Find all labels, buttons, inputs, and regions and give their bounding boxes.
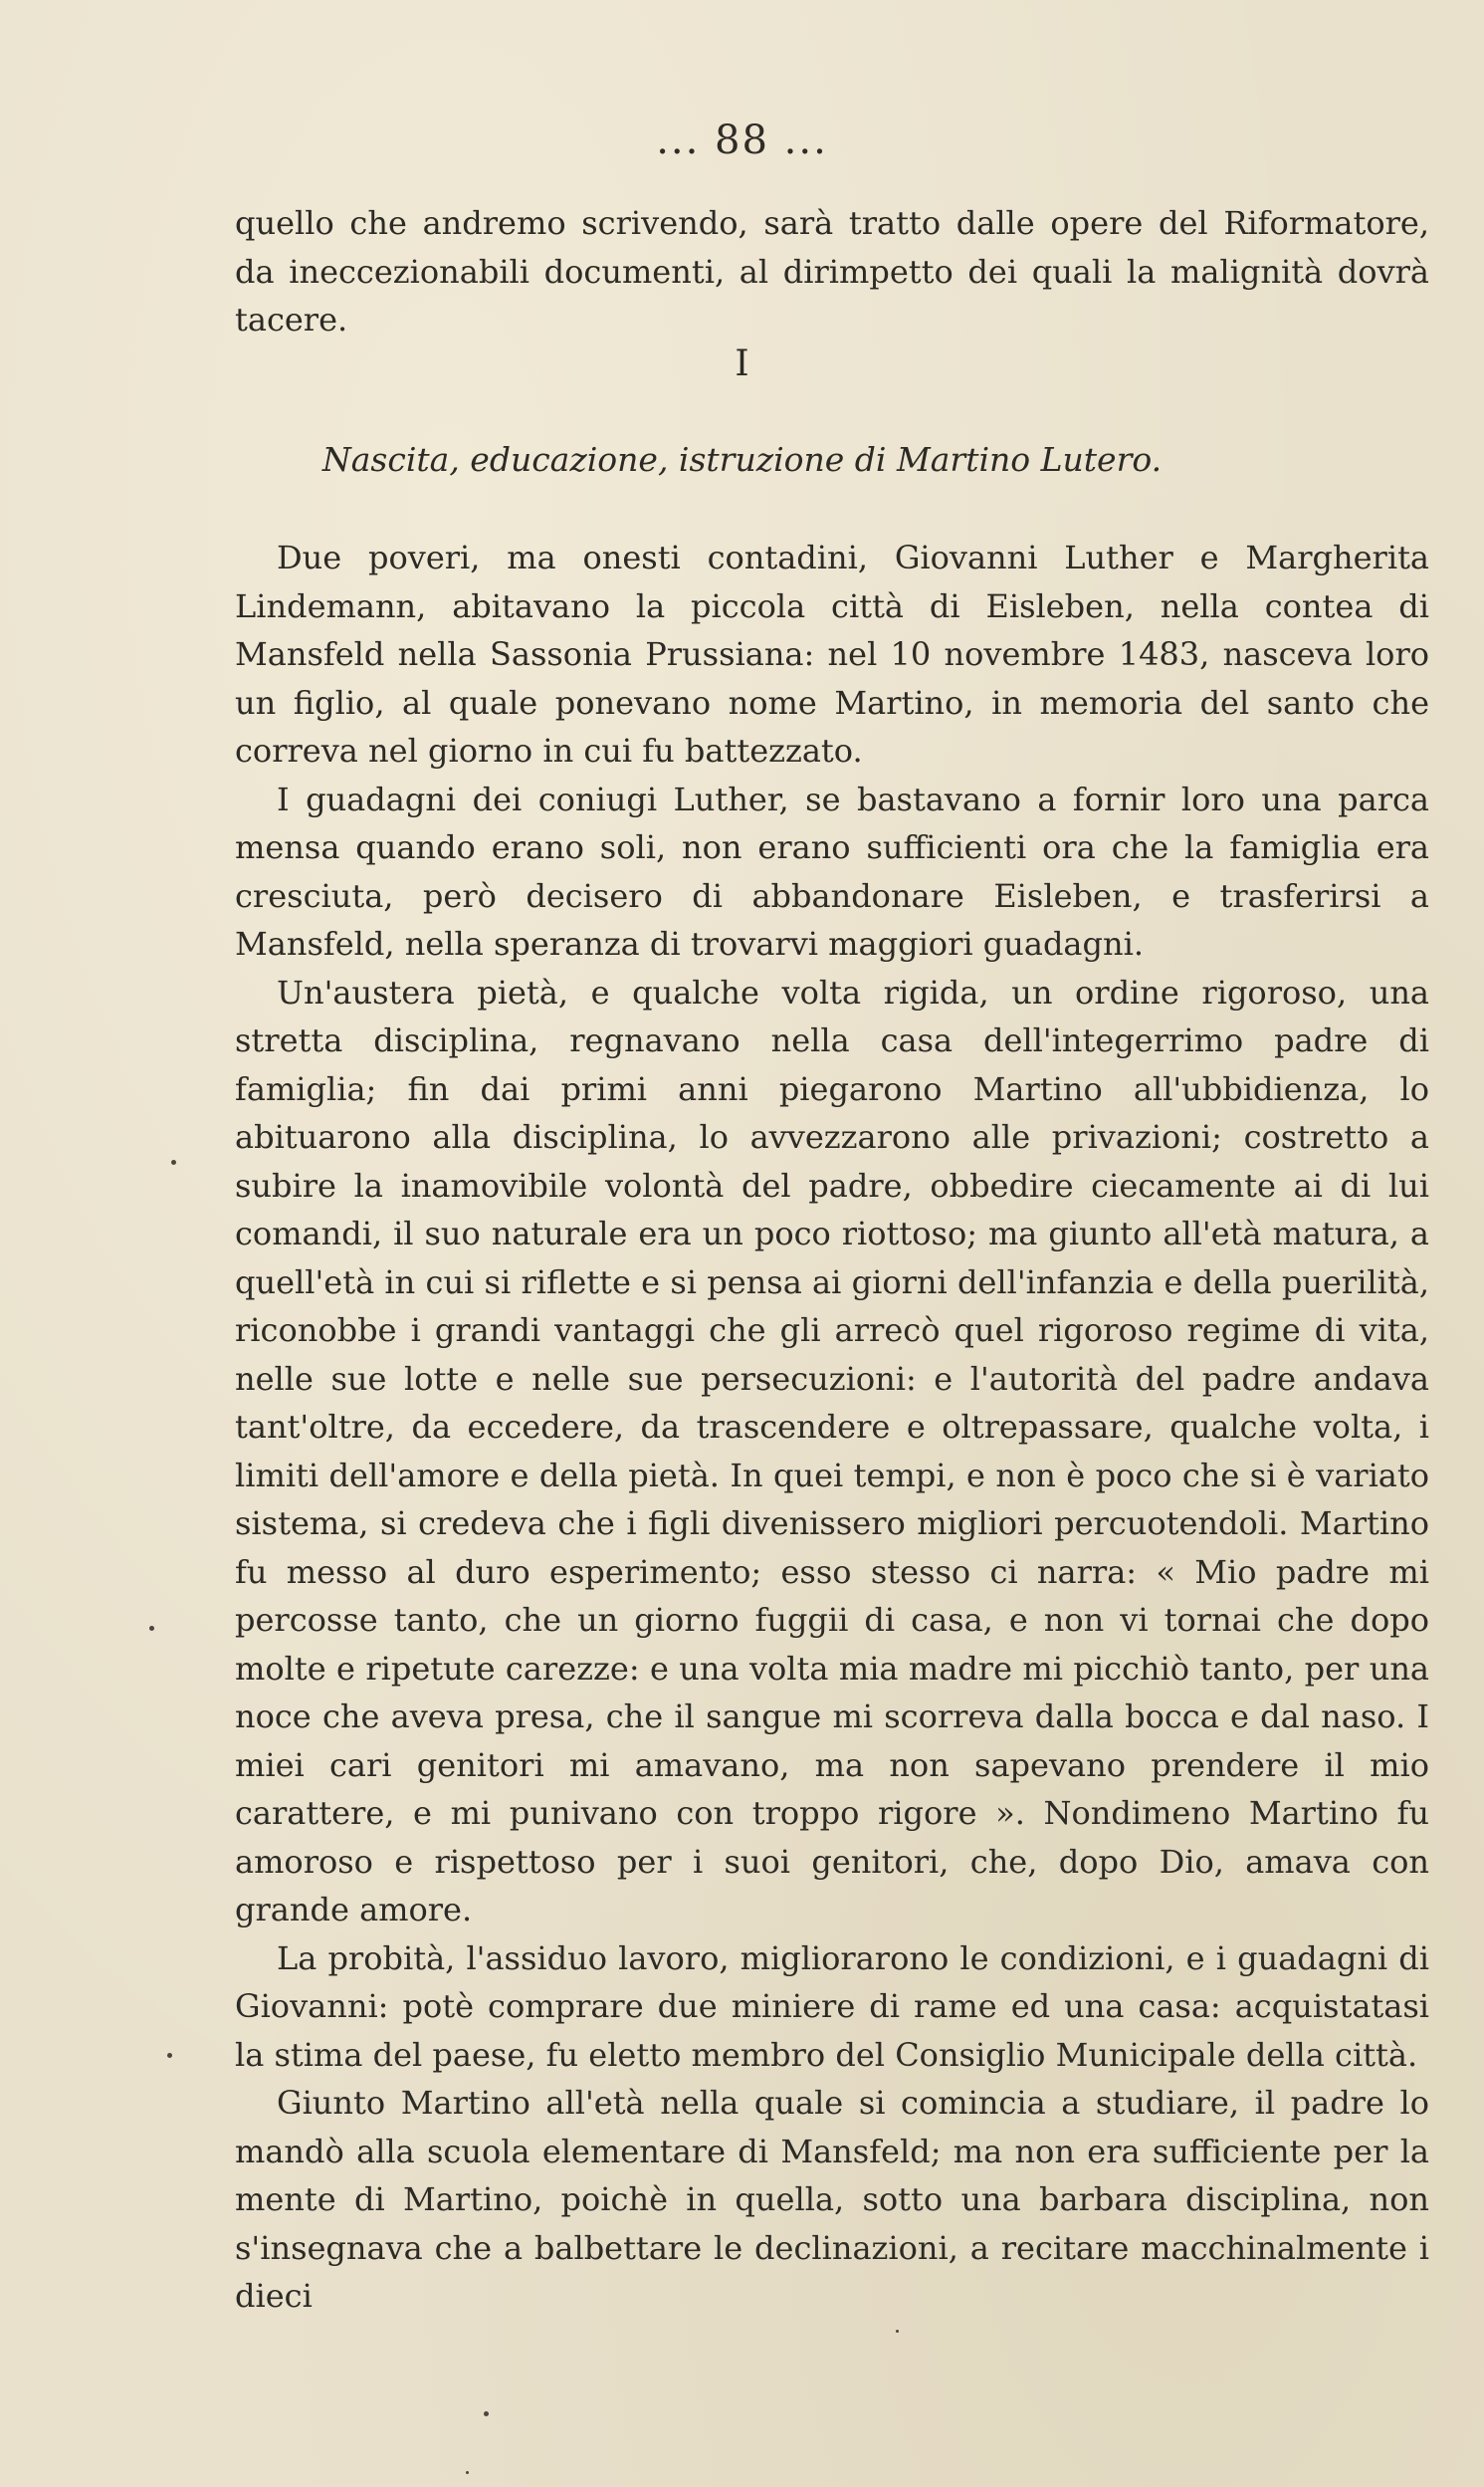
chapter-number: I	[735, 343, 749, 384]
paragraph: La probità, l'assiduo lavoro, migliorarono le condizioni, e i guadagni di Giovanni: potè comprare due miniere di rame ed una casa: acquistatasi la stima del paese, fu eletto membro del Consiglio Municipale della città.	[235, 1938, 1429, 2074]
paper-speck	[896, 2330, 899, 2333]
paper-speck	[149, 1626, 154, 1631]
paragraph: Un'austera pietà, e qualche volta rigida, un ordine rigoroso, una stretta disciplina, regnavano nella casa dell'integerrimo padre di famiglia; fin dai primi anni piegarono Martino all'ubbidienza, lo abituarono alla disciplina, lo avvezzarono alle privazioni; costretto a subire la inamovibile volontà del padre, obbedire ciecamente ai di lui comandi, il suo naturale era un poco riottoso; ma giunto all'età matura, a quell'età in cui si riflette e si pensa ai giorni dell'infanzia e della puerilità, riconobbe i grandi vantaggi che gli arrecò quel rigoroso regime di vita, nelle sue lotte e nelle sue persecuzioni: e l'autorità del padre andava tant'oltre, da eccedere, da trascendere e oltrepassare, qualche volta, i limiti dell'amore e della pietà. In quei tempi, e non è poco che si è variato sistema, si credeva che i figli divenissero migliori percuotendoli. Martino fu messo al duro esperimento; esso stesso ci narra: « Mio padre mi percosse tanto, che un giorno fuggii di casa, e non vi tornai che dopo molte e ripetute carezze: e una volta mia madre mi picchiò tanto, per una noce che aveva presa, che il sangue mi scorreva dalla bocca e dal naso. I miei cari genitori mi amavano, ma non sapevano prendere il mio carattere, e mi punivano con troppo rigore ». Nondimeno Martino fu amoroso e rispettoso per i suoi genitori, che, dopo Dio, amava con grande amore.	[235, 973, 1429, 1928]
paper-speck	[171, 1160, 176, 1165]
paper-speck	[466, 2471, 469, 2474]
chapter-title: Nascita, educazione, istruzione di Martino Lutero.	[321, 440, 1163, 479]
intro-paragraph: quello che andremo scrivendo, sarà tratto dalle opere del Riformatore, da ineccezionabili documenti, al dirimpetto dei quali la malignità dovrà tacere.	[235, 204, 1429, 339]
chapter-body	[235, 534, 1429, 2321]
intro-block	[235, 199, 1429, 344]
page-number: ... 88 ...	[656, 117, 828, 163]
paragraph: Due poveri, ma onesti contadini, Giovanni Luther e Margherita Lindemann, abitavano la piccola città di Eisleben, nella contea di Mansfeld nella Sassonia Prussiana: nel 10 novembre 1483, nasceva loro un figlio, al quale ponevano nome Martino, in memoria del santo che correva nel giorno in cui fu battezzato.	[235, 539, 1429, 770]
paragraph: Giunto Martino all'età nella quale si comincia a studiare, il padre lo mandò alla scuola elementare di Mansfeld; ma non era sufficiente per la mente di Martino, poichè in quella, sotto una barbara disciplina, non s'insegnava che a balbettare le declinazioni, a recitare macchinalmente i dieci	[235, 2084, 1429, 2315]
paragraph: I guadagni dei coniugi Luther, se bastavano a fornir loro una parca mensa quando erano soli, non erano sufficienti ora che la famiglia era cresciuta, però decisero di abbandonare Eisleben, e trasferirsi a Mansfeld, nella speranza di trovarvi maggiori guadagni.	[235, 780, 1429, 963]
paper-speck	[167, 2053, 172, 2058]
paper-speck	[484, 2411, 489, 2416]
